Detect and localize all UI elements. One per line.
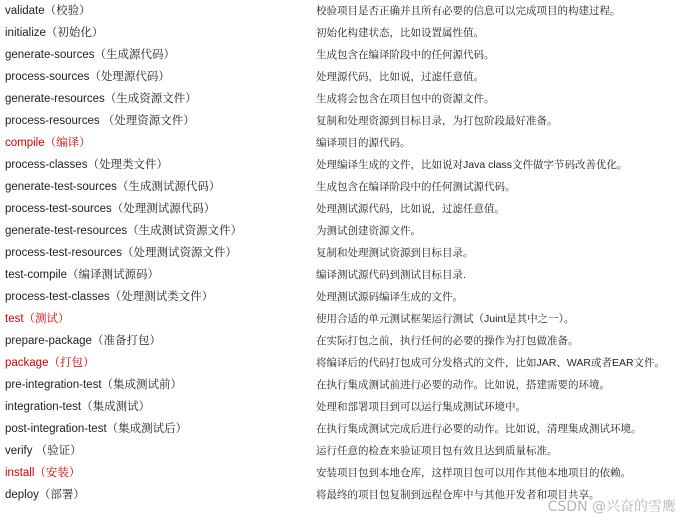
phase-name: deploy（部署）	[5, 489, 85, 501]
phase-description: 使用合适的单元测试框架运行测试（Juint是其中之一）。	[316, 313, 575, 325]
lifecycle-row	[0, 462, 686, 484]
phase-name: verify （验证）	[5, 445, 82, 457]
lifecycle-row	[0, 154, 686, 176]
lifecycle-row	[0, 264, 686, 286]
phase-description: 将编译后的代码打包成可分发格式的文件，比如JAR、WAR或者EAR文件。	[316, 357, 666, 369]
phase-name: initialize（初始化）	[5, 27, 104, 39]
phase-description: 复制和处理测试资源到目标目录。	[316, 247, 474, 259]
lifecycle-row	[0, 286, 686, 308]
phase-name: compile（编译）	[5, 137, 91, 149]
csdn-watermark: CSDN @兴奋的雪鹰	[547, 499, 676, 515]
phase-name: generate-resources（生成资源文件）	[5, 93, 197, 105]
phase-description: 在实际打包之前，执行任何的必要的操作为打包做准备。	[316, 335, 579, 347]
phase-description: 为测试创建资源文件。	[316, 225, 421, 237]
lifecycle-row	[0, 418, 686, 440]
lifecycle-row	[0, 66, 686, 88]
phase-name: process-test-resources（处理测试资源文件）	[5, 247, 237, 259]
lifecycle-row	[0, 198, 686, 220]
lifecycle-row	[0, 330, 686, 352]
lifecycle-row	[0, 220, 686, 242]
phase-description: 初始化构建状态，比如设置属性值。	[316, 27, 484, 39]
lifecycle-row	[0, 0, 686, 22]
phase-description: 生成将会包含在项目包中的资源文件。	[316, 93, 495, 105]
phase-name: test-compile（编译测试源码）	[5, 269, 159, 281]
lifecycle-row	[0, 22, 686, 44]
phase-name: process-test-sources（处理测试源代码）	[5, 203, 216, 215]
phase-description: 生成包含在编译阶段中的任何源代码。	[316, 49, 495, 61]
phase-description: 处理和部署项目到可以运行集成测试环境中。	[316, 401, 526, 413]
lifecycle-row	[0, 440, 686, 462]
lifecycle-row	[0, 110, 686, 132]
phase-description: 编译测试源代码到测试目标目录.	[316, 269, 466, 281]
phase-description: 处理测试源代码，比如说，过滤任意值。	[316, 203, 505, 215]
phase-name: generate-sources（生成源代码）	[5, 49, 175, 61]
phase-name: test（测试）	[5, 313, 70, 325]
lifecycle-row	[0, 44, 686, 66]
phase-name: process-resources （处理资源文件）	[5, 115, 195, 127]
phase-name: post-integration-test（集成测试后）	[5, 423, 188, 435]
lifecycle-row	[0, 396, 686, 418]
phase-description: 处理源代码，比如说，过滤任意值。	[316, 71, 484, 83]
phase-description: 处理编译生成的文件，比如说对Java class文件做字节码改善优化。	[316, 159, 628, 171]
phase-name: pre-integration-test（集成测试前）	[5, 379, 183, 391]
phase-description: 生成包含在编译阶段中的任何测试源代码。	[316, 181, 516, 193]
lifecycle-row	[0, 352, 686, 374]
lifecycle-row	[0, 374, 686, 396]
phase-name: process-sources（处理源代码）	[5, 71, 170, 83]
phase-name: prepare-package（准备打包）	[5, 335, 161, 347]
phase-name: generate-test-resources（生成测试资源文件）	[5, 225, 243, 237]
phase-description: 运行任意的检查来验证项目包有效且达到质量标准。	[316, 445, 558, 457]
phase-name: install（安装）	[5, 467, 81, 479]
phase-name: integration-test（集成测试）	[5, 401, 151, 413]
phase-description: 复制和处理资源到目标目录，为打包阶段最好准备。	[316, 115, 558, 127]
phase-name: validate（校验）	[5, 5, 91, 17]
lifecycle-row	[0, 88, 686, 110]
lifecycle-row	[0, 242, 686, 264]
phase-description: 处理测试源码编译生成的文件。	[316, 291, 463, 303]
phase-name: package（打包）	[5, 357, 95, 369]
phase-name: process-classes（处理类文件）	[5, 159, 168, 171]
phase-description: 在执行集成测试前进行必要的动作。比如说，搭建需要的环境。	[316, 379, 610, 391]
lifecycle-row	[0, 308, 686, 330]
phase-description: 安装项目包到本地仓库，这样项目包可以用作其他本地项目的依赖。	[316, 467, 631, 479]
phase-name: generate-test-sources（生成测试源代码）	[5, 181, 221, 193]
phase-description: 在执行集成测试完成后进行必要的动作。比如说，清理集成测试环境。	[316, 423, 642, 435]
lifecycle-row	[0, 176, 686, 198]
lifecycle-row	[0, 132, 686, 154]
phase-name: process-test-classes（处理测试类文件）	[5, 291, 214, 303]
phase-description: 编译项目的源代码。	[316, 137, 411, 149]
phase-description: 校验项目是否正确并且所有必要的信息可以完成项目的构建过程。	[316, 5, 621, 17]
phase-description: 将最终的项目包复制到远程仓库中与其他开发者和项目共享。	[316, 489, 600, 501]
